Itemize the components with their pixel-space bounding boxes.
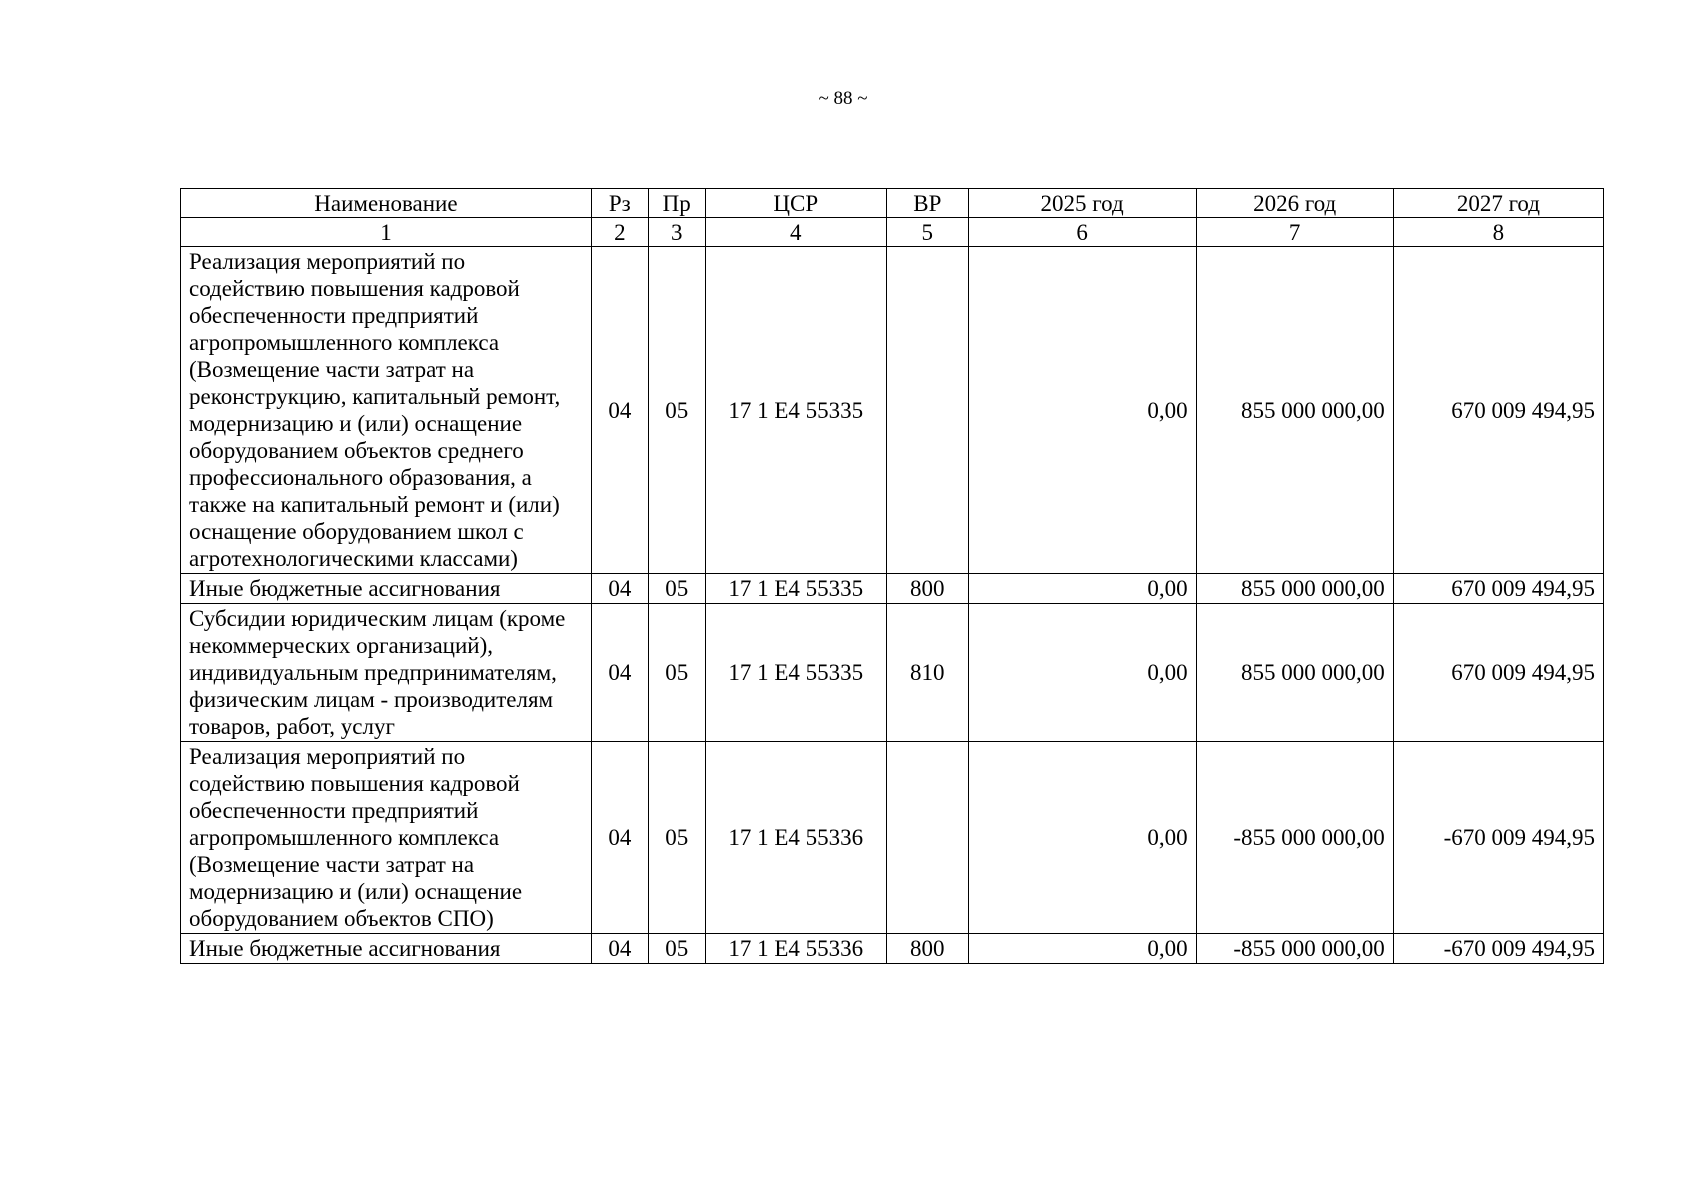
row-csr: 17 1 Е4 55335 (705, 247, 886, 574)
row-2026: 855 000 000,00 (1196, 574, 1393, 604)
row-pr: 05 (648, 604, 705, 742)
row-2025: 0,00 (968, 604, 1196, 742)
row-2026: -855 000 000,00 (1196, 742, 1393, 934)
row-2025: 0,00 (968, 934, 1196, 964)
row-csr: 17 1 Е4 55335 (705, 574, 886, 604)
row-name: Иные бюджетные ассигнования (181, 934, 592, 964)
table-row (181, 934, 1604, 964)
column-number: 2 (591, 218, 648, 247)
column-number: 7 (1196, 218, 1393, 247)
row-2025: 0,00 (968, 742, 1196, 934)
column-number: 3 (648, 218, 705, 247)
row-2026: -855 000 000,00 (1196, 934, 1393, 964)
header-pr: Пр (648, 189, 705, 218)
row-vr (886, 742, 968, 934)
column-number: 1 (181, 218, 592, 247)
page-number: ~ 88 ~ (818, 88, 868, 109)
row-2026: 855 000 000,00 (1196, 604, 1393, 742)
header-row (181, 189, 1604, 218)
header-name: Наименование (181, 189, 592, 218)
header-2027: 2027 год (1393, 189, 1603, 218)
column-number: 8 (1393, 218, 1603, 247)
column-number-row (181, 218, 1604, 247)
row-pr: 05 (648, 934, 705, 964)
row-csr: 17 1 Е4 55336 (705, 934, 886, 964)
row-2027: -670 009 494,95 (1393, 934, 1603, 964)
row-rz: 04 (591, 247, 648, 574)
budget-table (180, 188, 1604, 964)
row-rz: 04 (591, 934, 648, 964)
row-2027: 670 009 494,95 (1393, 247, 1603, 574)
row-pr: 05 (648, 742, 705, 934)
row-rz: 04 (591, 574, 648, 604)
header-csr: ЦСР (705, 189, 886, 218)
header-vr: ВР (886, 189, 968, 218)
table-row (181, 247, 1604, 574)
column-number: 4 (705, 218, 886, 247)
row-rz: 04 (591, 604, 648, 742)
row-vr: 800 (886, 934, 968, 964)
row-vr (886, 247, 968, 574)
row-pr: 05 (648, 247, 705, 574)
header-rz: Рз (591, 189, 648, 218)
row-2025: 0,00 (968, 574, 1196, 604)
row-2027: 670 009 494,95 (1393, 604, 1603, 742)
row-2027: 670 009 494,95 (1393, 574, 1603, 604)
table-row (181, 604, 1604, 742)
row-2026: 855 000 000,00 (1196, 247, 1393, 574)
row-2025: 0,00 (968, 247, 1196, 574)
column-number: 6 (968, 218, 1196, 247)
row-pr: 05 (648, 574, 705, 604)
row-name: Реализация мероприятий по содействию повышения кадровой обеспеченности предприятий агропромышленного комплекса (Возмещение части затрат на модернизацию и (или) оснащение оборудованием объектов СПО) (181, 742, 592, 934)
row-rz: 04 (591, 742, 648, 934)
header-2025: 2025 год (968, 189, 1196, 218)
row-name: Реализация мероприятий по содействию повышения кадровой обеспеченности предприятий агропромышленного комплекса (Возмещение части затрат на реконструкцию, капитальный ремонт, модернизацию и (или) оснащение оборудованием объектов среднего профессионального образования, а также на капитальный ремонт и (или) оснащение оборудованием школ с агротехнологическими классами) (181, 247, 592, 574)
row-vr: 800 (886, 574, 968, 604)
row-name: Иные бюджетные ассигнования (181, 574, 592, 604)
row-name: Субсидии юридическим лицам (кроме некоммерческих организаций), индивидуальным предпринимателям, физическим лицам - производителям товаров, работ, услуг (181, 604, 592, 742)
table-row (181, 574, 1604, 604)
row-vr: 810 (886, 604, 968, 742)
header-2026: 2026 год (1196, 189, 1393, 218)
row-2027: -670 009 494,95 (1393, 742, 1603, 934)
column-number: 5 (886, 218, 968, 247)
row-csr: 17 1 Е4 55336 (705, 742, 886, 934)
row-csr: 17 1 Е4 55335 (705, 604, 886, 742)
table-row (181, 742, 1604, 934)
